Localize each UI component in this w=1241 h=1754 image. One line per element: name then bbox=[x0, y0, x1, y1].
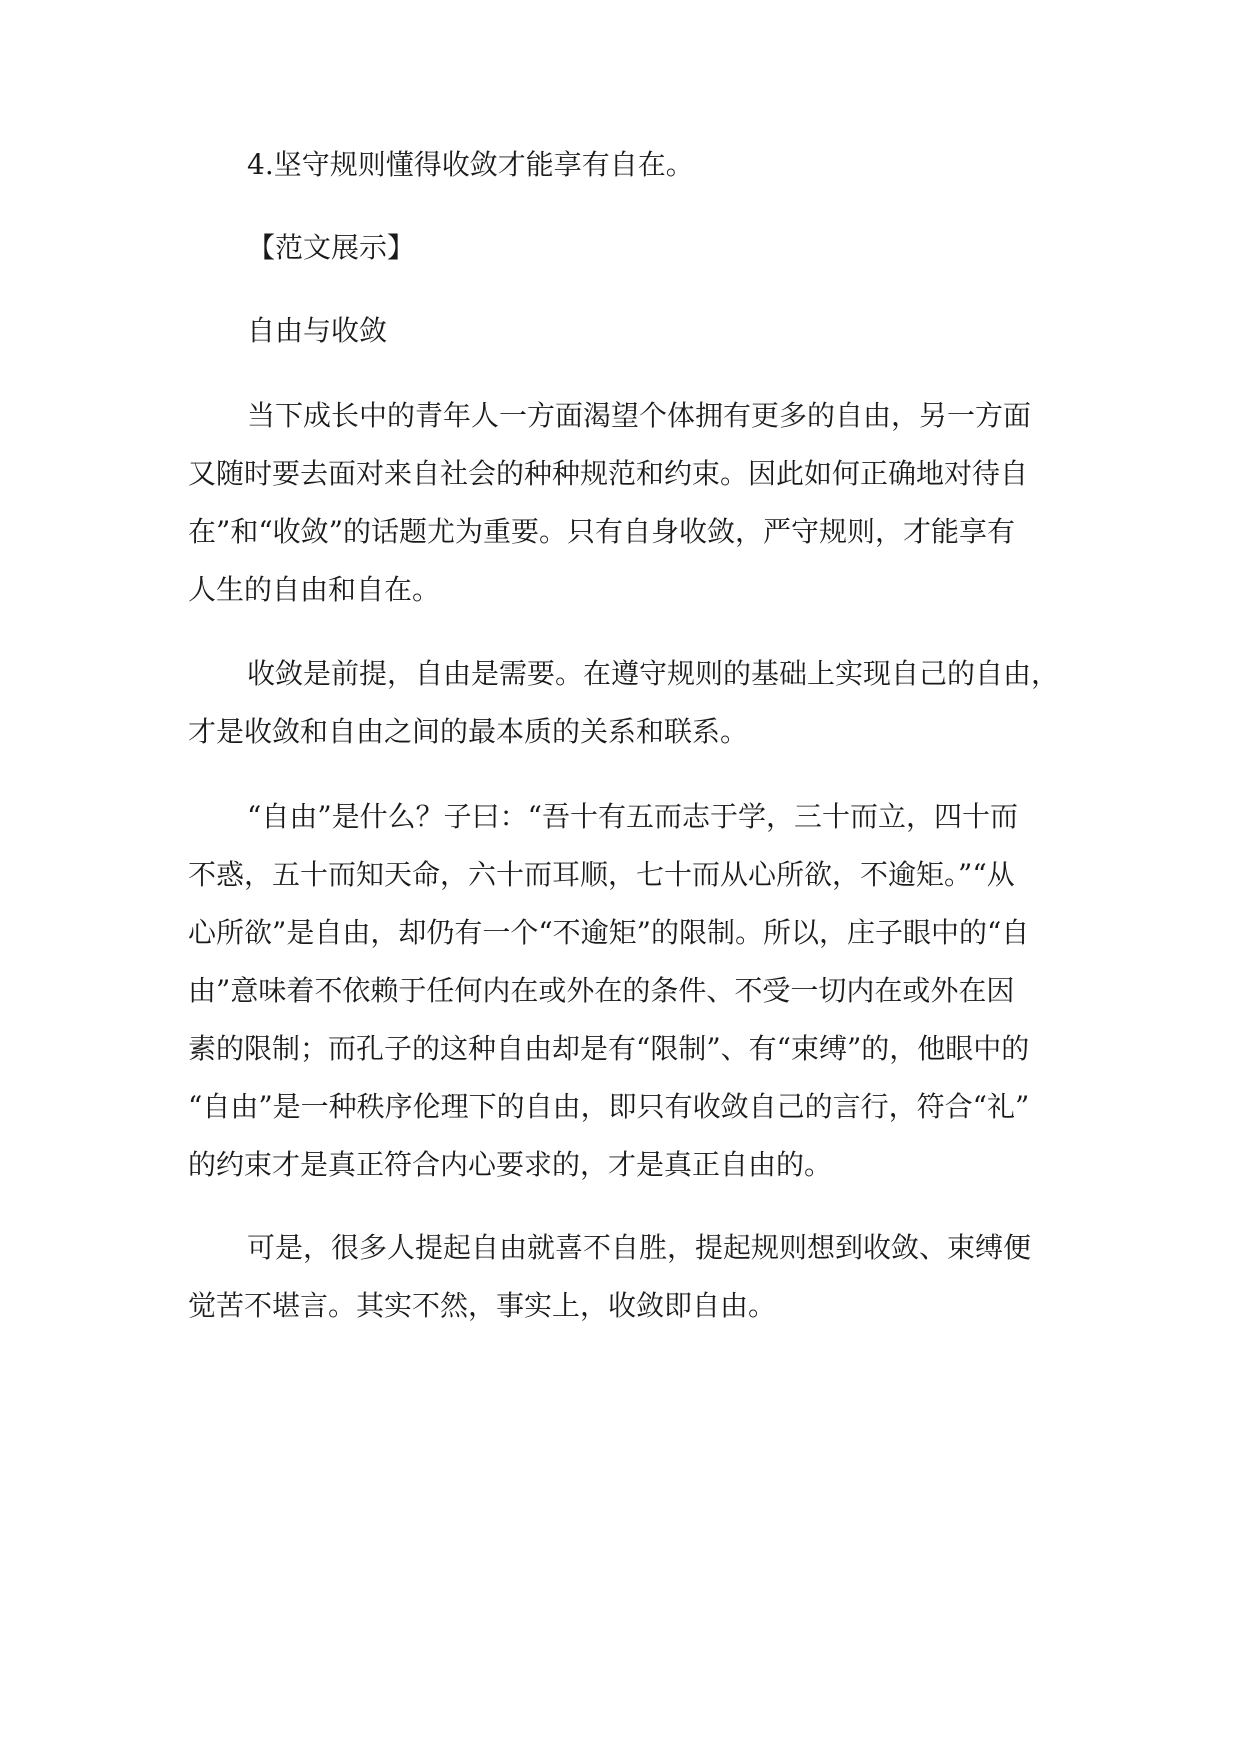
paragraph-line: 才是收敛和自由之间的最本质的关系和联系。 bbox=[188, 715, 749, 748]
paragraph-line: “自由”是一种秩序伦理下的自由，即只有收敛自己的言行，符合“礼” bbox=[188, 1090, 1030, 1123]
paragraph-line: 可是，很多人提起自由就喜不自胜，提起规则想到收敛、束缚便 bbox=[247, 1231, 1032, 1264]
point-4-heading: 4.坚守规则懂得收敛才能享有自在。 bbox=[247, 148, 694, 181]
paragraph-line: 的约束才是真正符合内心要求的，才是真正自由的。 bbox=[188, 1148, 833, 1181]
paragraph-line: 收敛是前提，自由是需要。在遵守规则的基础上实现自己的自由， bbox=[247, 657, 1060, 690]
section-header: 【范文展示】 bbox=[247, 231, 416, 264]
essay-title: 自由与收敛 bbox=[247, 314, 388, 347]
paragraph-line: 素的限制；而孔子的这种自由却是有“限制”、有“束缚”的，他眼中的 bbox=[188, 1032, 1030, 1065]
paragraph-line: 在”和“收敛”的话题尤为重要。只有自身收敛，严守规则，才能享有 bbox=[188, 515, 1015, 548]
paragraph-line: 由”意味着不依赖于任何内在或外在的条件、不受一切内在或外在因 bbox=[188, 974, 1015, 1007]
paragraph-line: 不惑，五十而知天命，六十而耳顺，七十而从心所欲，不逾矩。”“从 bbox=[188, 858, 1015, 891]
paragraph-line: 觉苦不堪言。其实不然，事实上，收敛即自由。 bbox=[188, 1289, 777, 1322]
paragraph-line: 又随时要去面对来自社会的种种规范和约束。因此如何正确地对待自 bbox=[188, 457, 1029, 490]
paragraph-line: 人生的自由和自在。 bbox=[188, 573, 441, 606]
paragraph-line: “自由”是什么？子曰：“吾十有五而志于学，三十而立，四十而 bbox=[247, 800, 1018, 833]
paragraph-line: 心所欲”是自由，却仍有一个“不逾矩”的限制。所以，庄子眼中的“自 bbox=[188, 916, 1030, 949]
paragraph-line: 当下成长中的青年人一方面渴望个体拥有更多的自由，另一方面 bbox=[247, 399, 1032, 432]
